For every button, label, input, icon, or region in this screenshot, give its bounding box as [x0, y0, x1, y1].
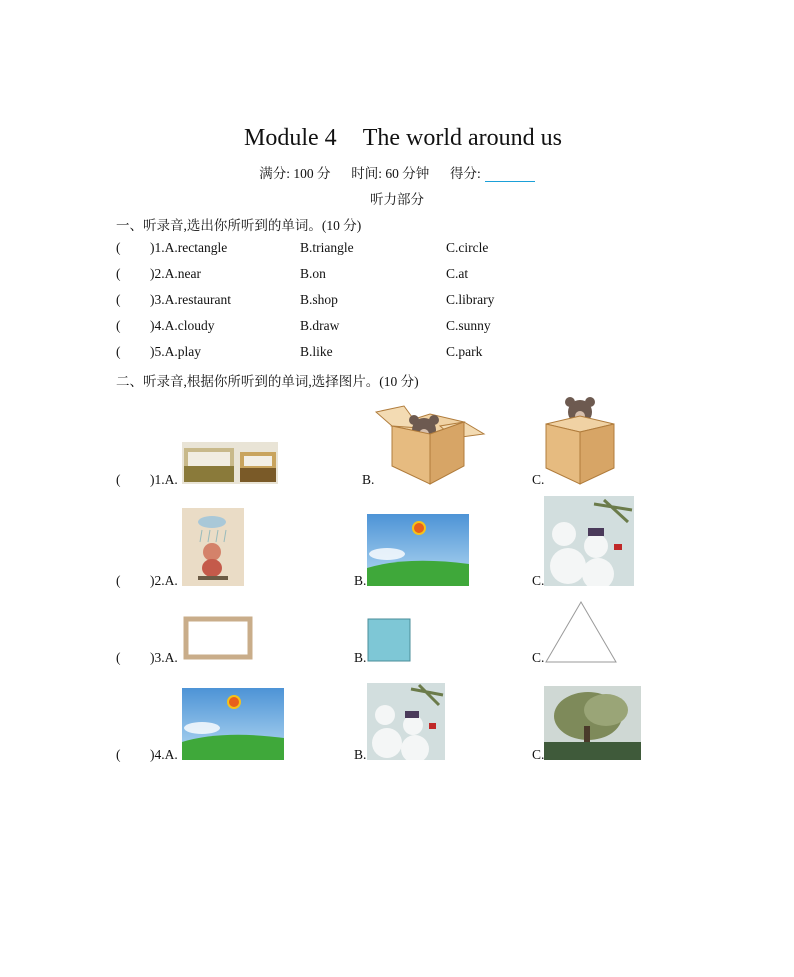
- option-b-label: B.: [354, 747, 367, 762]
- option-b-label: B.: [362, 472, 375, 487]
- option-a-label: )2.A.: [150, 573, 178, 588]
- sunny-field-image[interactable]: [182, 688, 284, 760]
- bear-on-box-image[interactable]: [544, 396, 616, 486]
- option-a-label: )3.A.: [150, 650, 178, 665]
- answer-paren[interactable]: (: [116, 650, 121, 665]
- option-c: C.library: [446, 292, 495, 307]
- option-b: B.like: [300, 344, 333, 359]
- option-b: B.triangle: [300, 240, 354, 255]
- rectangle-frame-image[interactable]: [183, 616, 253, 660]
- answer-paren[interactable]: (: [116, 266, 121, 281]
- option-b: B.shop: [300, 292, 338, 307]
- option-c: C.at: [446, 266, 469, 281]
- score-blank[interactable]: [485, 167, 535, 182]
- option-b: B.draw: [300, 318, 340, 333]
- module-label: Module 4: [244, 125, 337, 151]
- blue-square-image[interactable]: [367, 618, 411, 662]
- option-c-label: C.: [532, 747, 545, 762]
- bear-in-box-image[interactable]: [374, 404, 486, 486]
- option-a: )1.A.rectangle: [150, 240, 228, 255]
- triangle-outline-image[interactable]: [544, 600, 618, 664]
- answer-paren[interactable]: (: [116, 747, 121, 762]
- full-score: 满分: 100 分: [259, 166, 331, 181]
- option-a: )3.A.restaurant: [150, 292, 231, 307]
- option-a: )5.A.play: [150, 344, 201, 359]
- option-b: B.on: [300, 266, 326, 281]
- option-c-label: C.: [532, 472, 545, 487]
- option-a-label: )1.A.: [150, 472, 178, 487]
- exam-meta: [0, 162, 794, 182]
- answer-paren[interactable]: (: [116, 344, 121, 359]
- option-c-label: C.: [532, 573, 545, 588]
- rainy-girl-image[interactable]: [182, 508, 244, 586]
- time-limit: 时间: 60 分钟: [351, 166, 430, 181]
- answer-paren[interactable]: (: [116, 292, 121, 307]
- option-c-label: C.: [532, 650, 545, 665]
- option-b-label: B.: [354, 573, 367, 588]
- section2-heading: 二、听录音,根据你所听到的单词,选择图片。(10 分): [116, 374, 419, 389]
- snowmen-image[interactable]: [544, 496, 634, 586]
- windy-tree-image[interactable]: [544, 686, 641, 760]
- option-c: C.circle: [446, 240, 489, 255]
- answer-paren[interactable]: (: [116, 318, 121, 333]
- boxes-photo-image[interactable]: [182, 442, 278, 484]
- answer-paren[interactable]: (: [116, 573, 121, 588]
- section1-heading: 一、听录音,选出你所听到的单词。(10 分): [116, 218, 362, 233]
- sunny-field-image[interactable]: [367, 514, 469, 586]
- option-c: C.park: [446, 344, 483, 359]
- option-b-label: B.: [354, 650, 367, 665]
- page-title: [0, 98, 794, 152]
- answer-paren[interactable]: (: [116, 240, 121, 255]
- part-label: 听力部分: [370, 192, 424, 207]
- option-c: C.sunny: [446, 318, 491, 333]
- option-a: )4.A.cloudy: [150, 318, 215, 333]
- snowmen-image[interactable]: [367, 683, 445, 760]
- option-a: )2.A.near: [150, 266, 201, 281]
- answer-paren[interactable]: (: [116, 472, 121, 487]
- option-a-label: )4.A.: [150, 747, 178, 762]
- score-label: 得分:: [450, 166, 481, 181]
- module-topic: The world around us: [362, 125, 562, 151]
